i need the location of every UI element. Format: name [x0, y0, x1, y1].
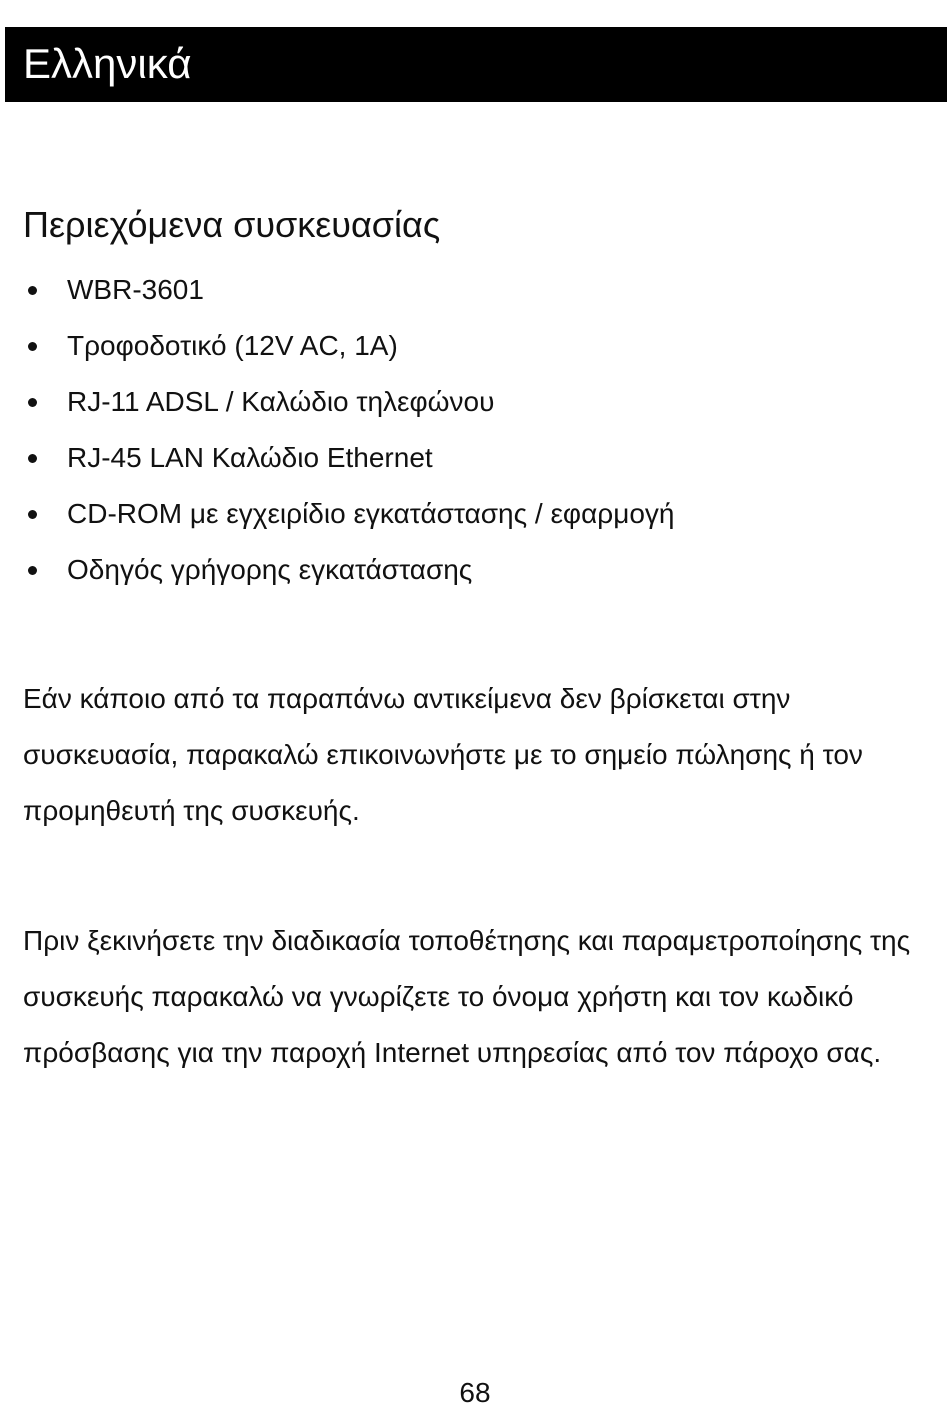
bullet-icon [28, 286, 37, 295]
package-contents-list [23, 262, 923, 598]
page-number: 68 [459, 1377, 491, 1408]
list-item-label: RJ-45 LAN Καλώδιο Ethernet [67, 442, 433, 473]
language-title: Ελληνικά [23, 40, 192, 87]
list-item [23, 486, 923, 542]
before-install-paragraph: Πριν ξεκινήσετε την διαδικασία τοποθέτησης και παραμετροποίησης της συσκευής παρακαλώ να γνωρίζετε το όνομα χρήστη και τον κωδικό πρόσβασης για την παροχή Internet υπηρεσίας από τον πάροχο σας. [23, 925, 911, 1068]
missing-items-paragraph: Εάν κάποιο από τα παραπάνω αντικείμενα δεν βρίσκεται στην συσκευασία, παρακαλώ επικοινωνήστε με το σημείο πώλησης ή τον προμηθευτή της συσκευής. [23, 683, 863, 826]
list-item [23, 318, 923, 374]
list-item-label: Τροφοδοτικό (12V AC, 1A) [67, 330, 398, 361]
list-item [23, 374, 923, 430]
bullet-icon [28, 510, 37, 519]
list-item-label: WBR-3601 [67, 274, 204, 305]
language-banner [5, 27, 947, 102]
package-contents-heading: Περιεχόμενα συσκευασίας [23, 204, 441, 245]
list-item-label: CD-ROM με εγχειρίδιο εγκατάστασης / εφαρμογή [67, 498, 675, 529]
bullet-icon [28, 342, 37, 351]
bullet-icon [28, 566, 37, 575]
list-item [23, 430, 923, 486]
list-item [23, 262, 923, 318]
bullet-icon [28, 398, 37, 407]
list-item [23, 542, 923, 598]
bullet-icon [28, 454, 37, 463]
list-item-label: Οδηγός γρήγορης εγκατάστασης [67, 554, 473, 585]
list-item-label: RJ-11 ADSL / Καλώδιο τηλεφώνου [67, 386, 495, 417]
